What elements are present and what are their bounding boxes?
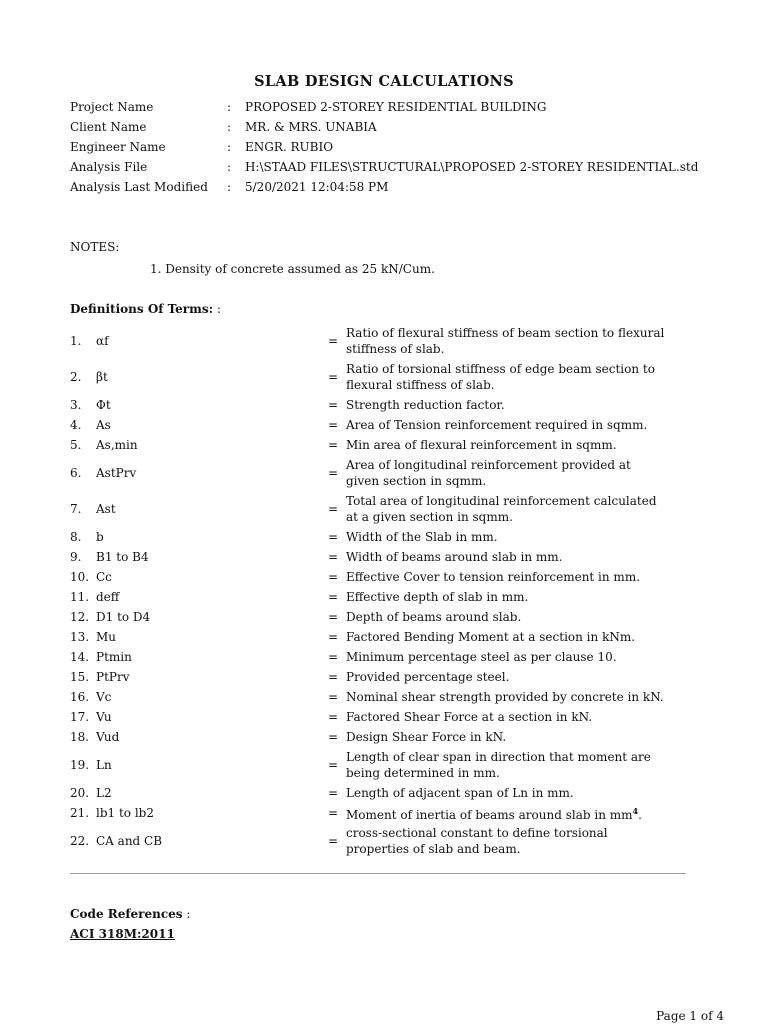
equals-sign: = <box>327 550 339 564</box>
definition-number: 15. <box>70 670 90 684</box>
definition-description: Effective depth of slab in mm. <box>346 590 529 604</box>
note-item: 1. Density of concrete assumed as 25 kN/Cum. <box>150 262 435 276</box>
definition-description: Width of the Slab in mm. <box>346 530 498 544</box>
page-number: Page 1 of 4 <box>656 1009 724 1023</box>
info-colon: : <box>227 160 232 174</box>
definition-row <box>70 323 690 359</box>
definition-row <box>70 607 690 627</box>
definition-row <box>70 707 690 727</box>
definition-row <box>70 491 690 527</box>
equals-sign: = <box>327 370 339 384</box>
code-references-suffix: : <box>182 907 191 921</box>
definition-number: 22. <box>70 834 90 848</box>
definition-term: D1 to D4 <box>96 610 151 624</box>
definition-number: 20. <box>70 786 90 800</box>
definition-number: 17. <box>70 710 90 724</box>
equals-sign: = <box>327 466 339 480</box>
definition-number: 18. <box>70 730 90 744</box>
equals-sign: = <box>327 690 339 704</box>
definition-description: Total area of longitudinal reinforcement calculated at a given section in sqmm. <box>346 494 657 524</box>
info-label: Analysis Last Modified <box>70 180 208 194</box>
equals-sign: = <box>327 438 339 452</box>
definition-description <box>346 803 666 823</box>
definition-number: 12. <box>70 610 90 624</box>
definitions-heading <box>70 302 221 316</box>
info-row-engineer <box>70 137 698 157</box>
notes-label: NOTES: <box>70 240 120 254</box>
definition-term: Ln <box>96 758 112 772</box>
definition-description: Factored Bending Moment at a section in kNm. <box>346 630 636 644</box>
definition-description: Design Shear Force in kN. <box>346 730 507 744</box>
definition-description: Minimum percentage steel as per clause 10. <box>346 650 617 664</box>
definition-number: 1. <box>70 334 82 348</box>
info-value: MR. & MRS. UNABIA <box>245 120 377 134</box>
definition-number: 7. <box>70 502 82 516</box>
equals-sign: = <box>327 570 339 584</box>
definition-description: Effective Cover to tension reinforcement in mm. <box>346 570 641 584</box>
definition-term: Vc <box>96 690 112 704</box>
definition-row <box>70 823 690 859</box>
equals-sign: = <box>327 670 339 684</box>
info-colon: : <box>227 180 232 194</box>
definition-term: CA and CB <box>96 834 163 848</box>
definition-term: αf <box>96 334 109 348</box>
definition-term: lb1 to lb2 <box>96 806 154 820</box>
definition-term: βt <box>96 370 108 384</box>
definition-number: 13. <box>70 630 90 644</box>
document-title: SLAB DESIGN CALCULATIONS <box>254 73 514 90</box>
info-colon: : <box>227 120 232 134</box>
equals-sign: = <box>327 590 339 604</box>
equals-sign: = <box>327 834 339 848</box>
definition-row <box>70 415 690 435</box>
equals-sign: = <box>327 730 339 744</box>
definition-term: AstPrv <box>96 466 137 480</box>
definition-number: 8. <box>70 530 82 544</box>
definition-term: Vud <box>96 730 120 744</box>
definition-row <box>70 647 690 667</box>
definition-row <box>70 667 690 687</box>
definition-term: Cc <box>96 570 112 584</box>
definition-row <box>70 567 690 587</box>
definition-description: Strength reduction factor. <box>346 398 505 412</box>
info-row-project <box>70 97 698 117</box>
info-row-analysis-file <box>70 157 698 177</box>
definition-row <box>70 747 690 783</box>
definition-row <box>70 587 690 607</box>
info-row-last-modified <box>70 177 698 197</box>
info-label: Client Name <box>70 120 147 134</box>
definition-term: Vu <box>96 710 112 724</box>
equals-sign: = <box>327 334 339 348</box>
definition-description: Provided percentage steel. <box>346 670 510 684</box>
definition-term: PtPrv <box>96 670 130 684</box>
superscript-exponent: 4 <box>632 806 639 816</box>
definition-number: 10. <box>70 570 90 584</box>
definition-row <box>70 627 690 647</box>
equals-sign: = <box>327 530 339 544</box>
definition-number: 3. <box>70 398 82 412</box>
equals-sign: = <box>327 502 339 516</box>
definition-number: 4. <box>70 418 82 432</box>
definition-term: Ast <box>96 502 116 516</box>
equals-sign: = <box>327 650 339 664</box>
definition-description: Depth of beams around slab. <box>346 610 522 624</box>
definitions-list <box>70 323 690 859</box>
definition-number: 19. <box>70 758 90 772</box>
equals-sign: = <box>327 806 339 820</box>
definition-description: Area of Tension reinforcement required in sqmm. <box>346 418 648 432</box>
info-value: H:\STAAD FILES\STRUCTURAL\PROPOSED 2-STOREY RESIDENTIAL.std <box>245 160 699 174</box>
definition-description-text: Moment of inertia of beams around slab in mm <box>346 808 633 822</box>
definition-term: Ptmin <box>96 650 132 664</box>
definition-description: Length of adjacent span of Ln in mm. <box>346 786 574 800</box>
definition-row <box>70 435 690 455</box>
definition-term: Mu <box>96 630 117 644</box>
definition-term: Φt <box>96 398 111 412</box>
definition-row <box>70 455 690 491</box>
definition-description: Ratio of torsional stiffness of edge beam section to flexural stiffness of slab. <box>346 362 655 392</box>
equals-sign: = <box>327 418 339 432</box>
project-info <box>70 97 698 197</box>
definition-term: b <box>96 530 104 544</box>
definition-number: 16. <box>70 690 90 704</box>
definition-description: Area of longitudinal reinforcement provided at given section in sqmm. <box>346 458 631 488</box>
definition-description: Width of beams around slab in mm. <box>346 550 563 564</box>
definition-description: Ratio of flexural stiffness of beam section to flexural stiffness of slab. <box>346 326 665 356</box>
definition-description: Nominal shear strength provided by concrete in kN. <box>346 690 664 704</box>
info-colon: : <box>227 100 232 114</box>
definition-number: 21. <box>70 806 90 820</box>
definition-row <box>70 727 690 747</box>
definition-term: As <box>96 418 111 432</box>
definition-term: As,min <box>96 438 138 452</box>
equals-sign: = <box>327 786 339 800</box>
info-label: Engineer Name <box>70 140 166 154</box>
info-value: 5/20/2021 12:04:58 PM <box>245 180 389 194</box>
definition-row <box>70 803 690 823</box>
definition-row <box>70 359 690 395</box>
info-label: Project Name <box>70 100 154 114</box>
definitions-heading-text: Definitions Of Terms: <box>70 302 213 316</box>
info-value: ENGR. RUBIO <box>245 140 334 154</box>
info-value: PROPOSED 2-STOREY RESIDENTIAL BUILDING <box>245 100 547 114</box>
info-row-client <box>70 117 698 137</box>
definition-row <box>70 687 690 707</box>
definition-number: 9. <box>70 550 82 564</box>
code-reference-aci: ACI 318M:2011 <box>70 927 175 941</box>
definition-term: B1 to B4 <box>96 550 149 564</box>
equals-sign: = <box>327 610 339 624</box>
definition-description: Length of clear span in direction that moment are being determined in mm. <box>346 750 651 780</box>
definition-description: Factored Shear Force at a section in kN. <box>346 710 593 724</box>
horizontal-divider <box>70 873 686 874</box>
definition-description-end: . <box>638 808 642 822</box>
info-colon: : <box>227 140 232 154</box>
definition-row <box>70 527 690 547</box>
equals-sign: = <box>327 710 339 724</box>
definition-description: cross-sectional constant to define torsional properties of slab and beam. <box>346 826 608 856</box>
definition-row <box>70 395 690 415</box>
definition-term: L2 <box>96 786 112 800</box>
equals-sign: = <box>327 758 339 772</box>
definition-number: 14. <box>70 650 90 664</box>
definition-description: Min area of flexural reinforcement in sqmm. <box>346 438 617 452</box>
definitions-heading-suffix: : <box>213 302 221 316</box>
definition-term: deff <box>96 590 120 604</box>
code-references-label: Code References <box>70 907 183 921</box>
code-references-heading <box>70 907 190 921</box>
definition-number: 2. <box>70 370 82 384</box>
definition-number: 5. <box>70 438 82 452</box>
equals-sign: = <box>327 398 339 412</box>
info-label: Analysis File <box>70 160 148 174</box>
definition-number: 6. <box>70 466 82 480</box>
equals-sign: = <box>327 630 339 644</box>
definition-row <box>70 547 690 567</box>
definition-row <box>70 783 690 803</box>
definition-number: 11. <box>70 590 90 604</box>
